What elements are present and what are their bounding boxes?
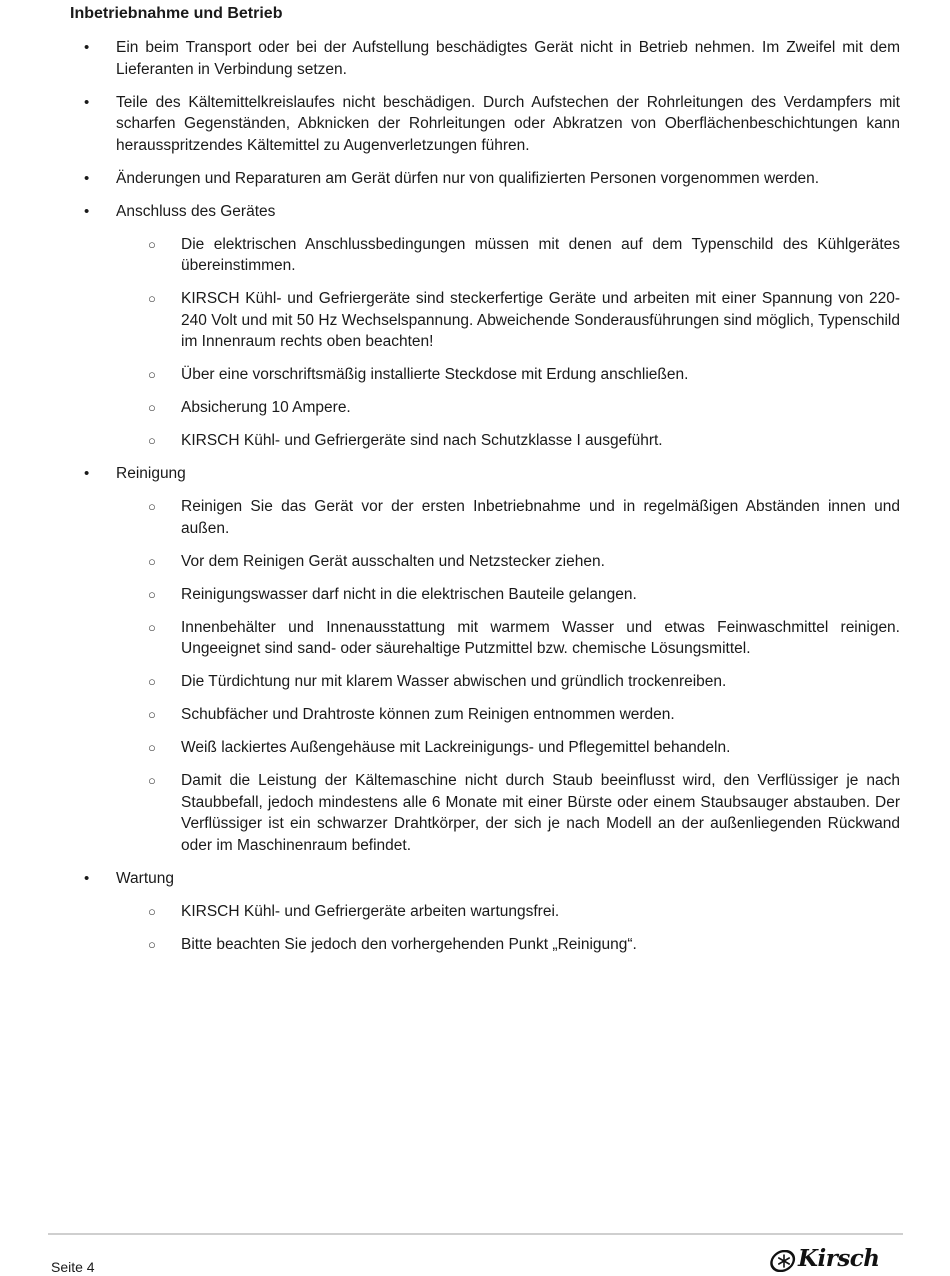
sub-list-item	[0, 364, 900, 386]
circle-bullet-icon: ○	[148, 740, 156, 755]
sub-list-item-text: KIRSCH Kühl- und Gefriergeräte sind steckerfertige Geräte und arbeiten mit einer Spannung von 220-240 Volt und mit 50 Hz Wechselspannung. Abweichende Sonderausführungen sind möglich, Typenschild im Innenraum rechts oben beachten!	[181, 290, 900, 350]
list-item	[0, 92, 950, 157]
circle-bullet-icon: ○	[148, 367, 156, 382]
sub-list-item	[0, 397, 900, 419]
sub-list-item-text: Bitte beachten Sie jedoch den vorhergehenden Punkt „Reinigung“.	[181, 935, 637, 953]
circle-bullet-icon: ○	[148, 773, 156, 788]
sub-list-item	[0, 737, 900, 759]
sub-list	[116, 901, 900, 956]
sub-list-item	[0, 430, 900, 452]
sub-list-item	[0, 551, 900, 573]
circle-bullet-icon: ○	[148, 433, 156, 448]
instruction-list-container	[0, 37, 950, 967]
sub-list-item	[0, 671, 900, 693]
circle-bullet-icon: ○	[148, 291, 156, 306]
circle-bullet-icon: ○	[148, 619, 156, 635]
list-item-text: Teile des Kältemittelkreislaufes nicht beschädigen. Durch Aufstechen der Rohrleitungen des Verdampfers mit scharfen Gegenständen, Abknicken der Rohrleitungen oder Abkratzen von Oberflächenbeschichtungen kann herausspritzendes Kältemittel zu Augenverletzungen führen.	[116, 93, 900, 154]
sub-list-item-text: Über eine vorschriftsmäßig installierte Steckdose mit Erdung anschließen.	[181, 366, 689, 383]
sub-list-item-text: Schubfächer und Drahtroste können zum Reinigen entnommen werden.	[181, 706, 675, 723]
circle-bullet-icon: ○	[148, 674, 156, 689]
sub-list-item-text: Reinigungswasser darf nicht in die elektrischen Bauteile gelangen.	[181, 585, 637, 603]
bullet-icon: •	[84, 465, 90, 482]
sub-list-item-text: Innenbehälter und Innenausstattung mit warmem Wasser und etwas Feinwaschmittel reinigen. Ungeeignet sind sand- oder säurehaltige Putzmittel bzw. chemische Lösungsmittel.	[181, 618, 900, 657]
list-item-text: Ein beim Transport oder bei der Aufstellung beschädigtes Gerät nicht in Betrieb nehmen. Im Zweifel mit dem Lieferanten in Verbindung setzen.	[116, 39, 900, 78]
circle-bullet-icon: ○	[148, 400, 156, 415]
circle-bullet-icon: ○	[148, 236, 156, 252]
instruction-list	[0, 37, 950, 955]
page-number: Seite 4	[51, 1259, 95, 1275]
circle-bullet-icon: ○	[148, 707, 156, 722]
sub-list-item-text: Weiß lackiertes Außengehäuse mit Lackreinigungs- und Pflegemittel behandeln.	[181, 739, 731, 756]
bullet-icon: •	[84, 93, 90, 111]
sub-list-item	[0, 288, 900, 353]
list-item	[0, 37, 950, 80]
bullet-icon: •	[84, 869, 90, 887]
circle-bullet-icon: ○	[148, 586, 156, 602]
list-item-text: Wartung	[116, 869, 175, 887]
sub-list-item-text: Vor dem Reinigen Gerät ausschalten und Netzstecker ziehen.	[181, 552, 605, 570]
brand-logo	[768, 1245, 898, 1273]
list-item	[0, 201, 950, 452]
bullet-icon: •	[84, 39, 90, 56]
footer-divider	[48, 1233, 903, 1235]
sub-list-item-text: Damit die Leistung der Kältemaschine nicht durch Staub beeinflusst wird, den Verflüssiger je nach Staubbefall, jedoch mindestens alle 6 Monate mit einer Bürste oder einem Staubsauger abstauben. Der Verflüssiger ist ein schwarzer Drahtkörper, der sich je nach Modell an der außenliegenden Rückwand oder im Maschinenraum befindet.	[181, 772, 900, 854]
sub-list-item	[0, 234, 900, 277]
list-item	[0, 168, 950, 190]
sub-list-item	[0, 704, 900, 726]
list-item-text: Änderungen und Reparaturen am Gerät dürfen nur von qualifizierten Personen vorgenommen werden.	[116, 169, 820, 187]
sub-list-item	[0, 584, 900, 606]
circle-bullet-icon: ○	[148, 553, 156, 569]
logo-wordmark: Kirsch	[798, 1245, 880, 1272]
sub-list-item	[0, 770, 900, 856]
sub-list-item	[0, 617, 900, 660]
list-item	[0, 868, 950, 956]
circle-bullet-icon: ○	[148, 936, 156, 952]
list-item-text: Reinigung	[116, 465, 186, 482]
sub-list	[116, 234, 900, 452]
sub-list-item	[0, 496, 900, 539]
sub-list-item-text: Absicherung 10 Ampere.	[181, 399, 351, 416]
list-item-text: Anschluss des Gerätes	[116, 202, 276, 220]
section-heading: Inbetriebnahme und Betrieb	[70, 5, 283, 22]
sub-list-item-text: KIRSCH Kühl- und Gefriergeräte arbeiten wartungsfrei.	[181, 902, 560, 920]
sub-list-item-text: Reinigen Sie das Gerät vor der ersten Inbetriebnahme und in regelmäßigen Abständen innen und außen.	[181, 498, 900, 537]
sub-list-item	[0, 934, 900, 956]
sub-list	[116, 496, 900, 856]
list-item	[0, 463, 950, 856]
sub-list-item-text: Die Türdichtung nur mit klarem Wasser abwischen und gründlich trockenreiben.	[181, 673, 727, 690]
sub-list-item-text: KIRSCH Kühl- und Gefriergeräte sind nach Schutzklasse I ausgeführt.	[181, 432, 663, 449]
snowflake-icon	[770, 1250, 796, 1272]
bullet-icon: •	[84, 202, 90, 220]
circle-bullet-icon: ○	[148, 499, 156, 514]
bullet-icon: •	[84, 169, 90, 187]
sub-list-item-text: Die elektrischen Anschlussbedingungen müssen mit denen auf dem Typenschild des Kühlgerätes übereinstimmen.	[181, 235, 900, 274]
circle-bullet-icon: ○	[148, 903, 156, 919]
sub-list-item	[0, 901, 900, 923]
